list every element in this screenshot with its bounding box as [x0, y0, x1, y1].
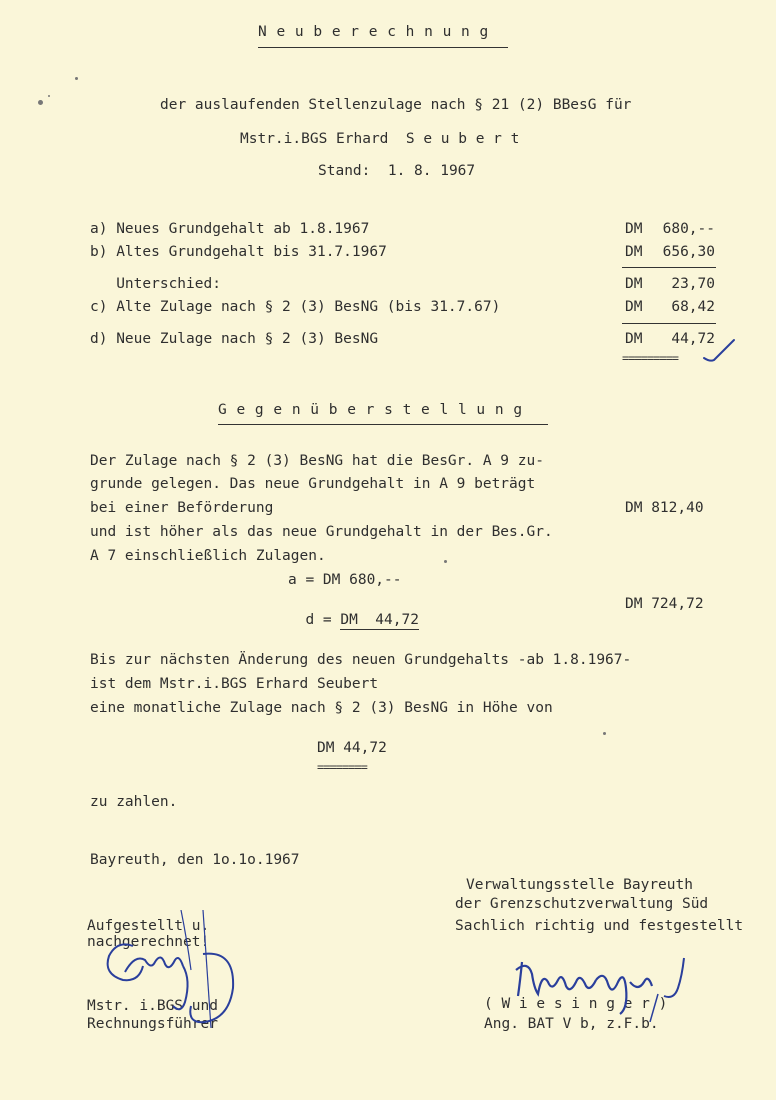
section3-line-1: Bis zur nächsten Änderung des neuen Grundgehalts -ab 1.8.1967-: [90, 652, 632, 668]
office-line-3: Sachlich richtig und festgestellt: [455, 918, 744, 934]
item-c-amount: 68,42: [671, 299, 715, 315]
item-d-amount: 44,72: [671, 331, 715, 347]
document-title: N e u b e r e c h n u n g: [258, 24, 489, 40]
item-a-label: a) Neues Grundgehalt ab 1.8.1967: [90, 221, 370, 237]
preparer-title-2: Rechnungsführer: [87, 1016, 218, 1032]
item-a-amount: 680,--: [662, 221, 715, 237]
signer-title: Ang. BAT V b, z.F.b.: [484, 1016, 659, 1032]
preparer-title-1: Mstr. i.BGS und: [87, 998, 218, 1014]
monthly-allowance-double-rule: ========: [317, 760, 367, 774]
calc-line-d-value: DM 44,72: [340, 612, 419, 628]
section2-line-3: bei einer Beförderung: [90, 500, 274, 516]
calc-line-d: [288, 596, 419, 628]
item-b-currency: DM: [625, 244, 643, 260]
section2-line-5: A 7 einschließlich Zulagen.: [90, 548, 326, 564]
office-line-1: Verwaltungsstelle Bayreuth: [466, 877, 693, 893]
calc-total: DM 724,72: [625, 596, 704, 612]
section2-underline: [218, 424, 548, 425]
header-stand: Stand: 1. 8. 1967: [318, 163, 476, 179]
monthly-allowance-amount: DM 44,72: [317, 740, 387, 756]
section3-line-2: ist dem Mstr.i.BGS Erhard Seubert: [90, 676, 379, 692]
prepared-line-1: Aufgestellt u.: [87, 918, 210, 934]
place-and-date: Bayreuth, den 1o.1o.1967: [90, 852, 300, 868]
section2-title: G e g e n ü b e r s t e l l u n g: [218, 402, 523, 418]
item-b-amount: 656,30: [662, 244, 715, 260]
item-b-label: b) Altes Grundgehalt bis 31.7.1967: [90, 244, 387, 260]
item-d-double-rule: =========: [622, 351, 679, 365]
signer-name: ( W i e s i n g e r ): [484, 996, 668, 1012]
item-diff-amount: 23,70: [671, 276, 715, 292]
section2-line-4: und ist höher als das neue Grundgehalt in der Bes.Gr.: [90, 524, 553, 540]
prepared-line-2: nachgerechnet!: [87, 934, 210, 950]
speck: [603, 732, 606, 735]
item-d-currency: DM: [625, 331, 643, 347]
office-line-2: der Grenzschutzverwaltung Süd: [455, 896, 709, 912]
item-a-currency: DM: [625, 221, 643, 237]
speck: [75, 77, 78, 80]
section3-line-4: zu zahlen.: [90, 794, 178, 810]
item-diff-currency: DM: [625, 276, 643, 292]
section2-a9-amount: DM 812,40: [625, 500, 704, 516]
section3-line-3: eine monatliche Zulage nach § 2 (3) BesNG in Höhe von: [90, 700, 553, 716]
title-underline: [258, 47, 508, 48]
total-rule: [622, 323, 716, 324]
item-diff-label: Unterschied:: [90, 276, 221, 292]
section2-line-1: Der Zulage nach § 2 (3) BesNG hat die BesGr. A 9 zu-: [90, 453, 544, 469]
speck: [444, 560, 447, 563]
item-c-currency: DM: [625, 299, 643, 315]
section2-line-2: grunde gelegen. Das neue Grundgehalt in A 9 beträgt: [90, 476, 536, 492]
calc-line-a: a = DM 680,--: [288, 572, 402, 588]
right-signature-icon: [508, 952, 698, 1022]
item-d-label: d) Neue Zulage nach § 2 (3) BesNG: [90, 331, 379, 347]
checkmark-icon: [700, 336, 740, 366]
speck: [38, 100, 43, 105]
left-signature-icon: [95, 910, 255, 1030]
calc-line-d-prefix: d =: [305, 612, 341, 628]
header-line-2: Mstr.i.BGS Erhard S e u b e r t: [240, 131, 520, 147]
subtotal-rule: [622, 267, 716, 268]
header-line-1: der auslaufenden Stellenzulage nach § 21 (2) BBesG für: [160, 97, 632, 113]
speck: [48, 95, 50, 97]
item-c-label: c) Alte Zulage nach § 2 (3) BesNG (bis 31.7.67): [90, 299, 501, 315]
